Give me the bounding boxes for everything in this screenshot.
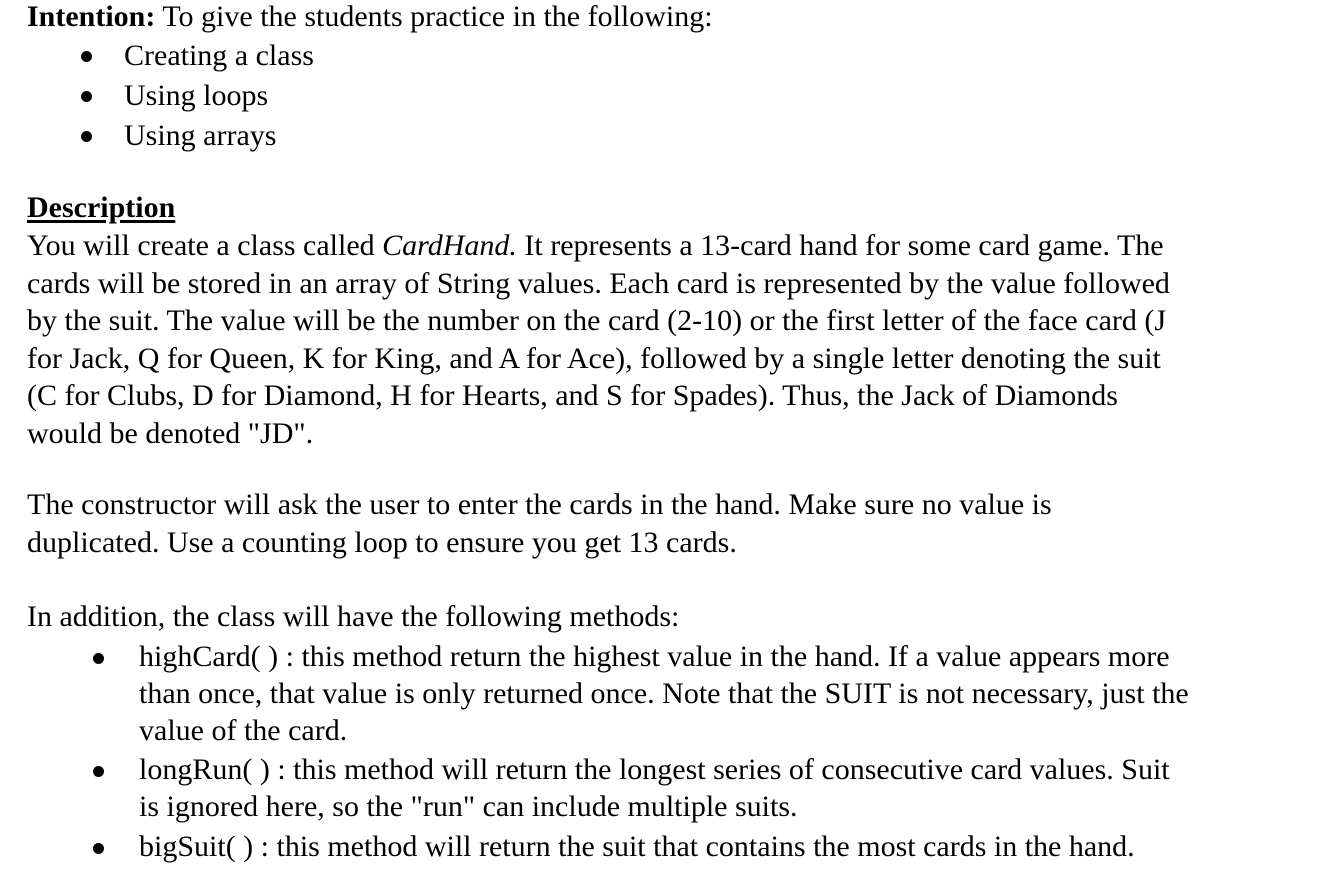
list-item-line: is ignored here, so the "run" can include multiple suits. [139,790,798,823]
paragraph-line: duplicated. Use a counting loop to ensure you get 13 cards. [27,525,737,559]
description-paragraph [27,227,1287,452]
paragraph-line: cards will be stored in an array of String values. Each card is represented by the value followed [27,266,1170,300]
list-item-text: Using arrays [124,119,277,152]
description-heading: Description [27,191,176,224]
list-item-line: bigSuit( ) : this method will return the suit that contains the most cards in the hand. [139,830,1135,863]
intention-label: Intention: [27,0,156,33]
bullet-icon [81,91,92,102]
intention-statement [27,0,713,35]
list-item-text: Creating a class [124,39,314,72]
intention-list [27,37,314,157]
bullet-icon [81,131,92,142]
methods-list [27,638,1189,865]
paragraph-line: In addition, the class will have the following methods: [27,600,680,633]
paragraph-line: The constructor will ask the user to enter the cards in the hand. Make sure no value is [27,488,1052,521]
paragraph-line: by the suit. The value will be the number on the card (2-10) or the first letter of the face card (J [27,304,1167,337]
list-item [27,828,1189,865]
list-item [27,77,314,117]
list-item [27,117,314,157]
constructor-paragraph [27,486,1287,561]
paragraph-line: would be denoted "JD". [27,416,314,450]
list-item-line: than once, that value is only returned once. Note that the SUIT is not necessary, just the [139,677,1189,710]
list-item-text: Using loops [124,79,269,112]
list-item [27,37,314,77]
list-item-line: longRun( ) : this method will return the longest series of consecutive card values. Suit [139,753,1170,786]
intention-text: To give the students practice in the following: [155,0,713,33]
bullet-icon [93,843,104,854]
bullet-icon [81,51,92,62]
bullet-icon [93,766,104,777]
paragraph-line: (C for Clubs, D for Diamond, H for Hearts, and S for Spades). Thus, the Jack of Diamonds [27,379,1118,412]
list-item-line: highCard( ) : this method return the highest value in the hand. If a value appears more [139,640,1170,673]
class-name: CardHand. [382,229,517,262]
list-item-line: value of the card. [139,714,348,747]
list-item [27,638,1189,751]
text-run: It represents a 13-card hand for some card game. The [516,229,1164,262]
paragraph-line: for Jack, Q for Queen, K for King, and A for Ace), followed by a single letter denoting the suit [27,341,1161,375]
bullet-icon [93,653,104,664]
list-item [27,751,1189,828]
text-run: You will create a class called [27,229,383,262]
paragraph-line [27,227,1287,265]
methods-intro-paragraph [27,598,1287,636]
